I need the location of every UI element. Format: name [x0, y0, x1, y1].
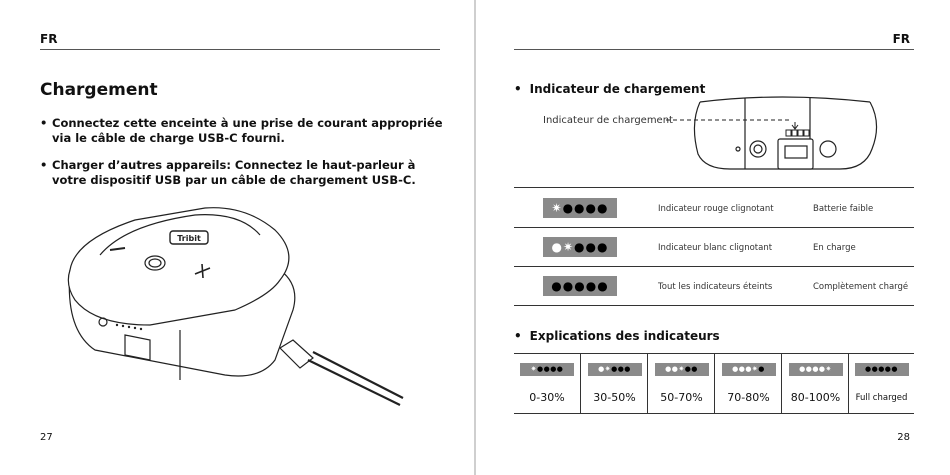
section-title: Indicateur de chargement: [529, 82, 706, 96]
level-label: Full charged: [855, 393, 908, 403]
led-off-icon: ●: [611, 365, 618, 373]
speaker-front-illustration: [660, 94, 890, 174]
led-off-icon: ●: [878, 365, 885, 373]
indicator-dots: [789, 363, 843, 376]
led-off-icon: ●: [597, 279, 609, 293]
page-title: Chargement: [40, 80, 158, 100]
row-status: Complètement chargé: [813, 282, 909, 292]
led-off-icon: ●: [574, 279, 586, 293]
led-on-icon: ●: [671, 365, 679, 373]
left-page-number: 27: [40, 432, 53, 443]
level-label: 30-50%: [593, 391, 636, 404]
level-cell: [714, 354, 782, 413]
led-on-icon: ●: [738, 365, 746, 373]
level-indicator-box: [855, 363, 909, 376]
led-off-icon: ●: [550, 365, 557, 373]
bullet-dot: •: [514, 82, 522, 96]
led-off-icon: ●: [597, 240, 609, 254]
led-off-icon: ●: [585, 201, 598, 215]
row-status: En charge: [813, 243, 856, 253]
bullet-text: Charger d’autres appareils: Connectez le haut-parleur à votre dispositif USB par un câble de chargement USB-C.: [52, 158, 416, 187]
indicator-pattern-box: [543, 237, 617, 257]
indicator-callout-label: Indicateur de chargement: [543, 115, 673, 126]
led-flashing-icon: ✷: [604, 365, 612, 373]
indicator-dots: [543, 278, 617, 294]
level-cell: [580, 354, 648, 413]
led-flashing-icon: ✷: [751, 365, 759, 373]
table-rule-top: [514, 187, 914, 188]
led-flashing-icon: ✷: [530, 365, 537, 373]
led-off-icon: ●: [884, 365, 892, 373]
level-indicator-box: [655, 363, 709, 376]
right-header-rule: [514, 49, 914, 50]
indicator-dots: [520, 363, 574, 376]
bullet-dot: •: [40, 158, 48, 172]
led-on-icon: ●: [812, 365, 819, 373]
row-status: Batterie faible: [813, 204, 874, 214]
level-indicator-box: [520, 363, 574, 376]
right-header-lang: FR: [892, 32, 910, 46]
level-cell: [514, 354, 580, 413]
level-cell: [781, 354, 849, 413]
level-indicator-box: [722, 363, 776, 376]
indicator-pattern-box: [543, 276, 617, 296]
led-off-icon: ●: [551, 279, 563, 293]
row-description: Indicateur rouge clignotant: [658, 204, 774, 214]
led-on-icon: ●: [745, 365, 752, 373]
led-off-icon: ●: [585, 279, 598, 293]
led-off-icon: ●: [543, 365, 551, 373]
level-label: 80-100%: [790, 391, 841, 404]
bullet-dot: •: [40, 116, 48, 130]
led-off-icon: ●: [556, 365, 564, 373]
led-off-icon: ●: [691, 365, 698, 373]
bullet-dot: •: [514, 329, 522, 343]
led-on-icon: ●: [665, 365, 672, 373]
left-page: [0, 0, 474, 475]
row-description: Indicateur blanc clignotant: [658, 243, 773, 253]
led-on-icon: ●: [799, 365, 806, 373]
led-flashing-icon: ✷: [678, 365, 685, 373]
level-indicator-box: [789, 363, 843, 376]
indicator-dots: [722, 363, 776, 376]
section-title: Explications des indicateurs: [529, 329, 720, 343]
led-flashing-icon: ✷: [562, 240, 575, 254]
led-on-icon: ●: [805, 365, 813, 373]
led-off-icon: ●: [536, 365, 544, 373]
section-indicator-explanations: [514, 329, 720, 343]
level-cell: [647, 354, 715, 413]
led-off-icon: ●: [871, 365, 879, 373]
speaker-charging-illustration: [55, 200, 425, 415]
level-label: 70-80%: [727, 391, 770, 404]
led-on-icon: ●: [598, 365, 605, 373]
battery-level-table: [514, 353, 914, 414]
bullet-text: Connectez cette enceinte à une prise de courant appropriée via le câble de charge USB-C fourni.: [52, 116, 443, 145]
led-off-icon: ●: [891, 365, 899, 373]
led-flashing-icon: ✷: [551, 201, 563, 215]
left-header-rule: [40, 49, 440, 50]
left-header-lang: FR: [40, 32, 58, 46]
table-rule: [514, 266, 914, 267]
led-off-icon: ●: [758, 365, 765, 373]
led-off-icon: ●: [562, 279, 575, 293]
right-page-number: 28: [897, 432, 910, 443]
indicator-dots: [588, 363, 642, 376]
led-off-icon: ●: [617, 365, 625, 373]
led-off-icon: ●: [562, 201, 575, 215]
level-label: 0-30%: [529, 391, 565, 404]
indicator-pattern-box: [543, 198, 617, 218]
led-flashing-icon: ✷: [825, 365, 832, 373]
level-indicator-box: [588, 363, 642, 376]
table-rule: [514, 227, 914, 228]
led-off-icon: ●: [585, 240, 598, 254]
led-off-icon: ●: [574, 201, 586, 215]
led-off-icon: ●: [597, 201, 609, 215]
led-on-icon: ●: [818, 365, 826, 373]
level-label: 50-70%: [660, 391, 703, 404]
indicator-dots: [655, 363, 709, 376]
indicator-dots: [543, 200, 617, 216]
led-off-icon: ●: [624, 365, 631, 373]
tribit-logo-text: Tribit: [177, 234, 201, 243]
indicator-dots: [543, 239, 617, 255]
led-off-icon: ●: [574, 240, 586, 254]
led-off-icon: ●: [864, 365, 872, 373]
led-on-icon: ●: [551, 240, 563, 254]
table-rule-bottom: [514, 305, 914, 306]
row-description: Tout les indicateurs éteints: [658, 282, 773, 292]
led-on-icon: ●: [732, 365, 739, 373]
indicator-dots: [855, 363, 909, 376]
led-off-icon: ●: [684, 365, 692, 373]
level-cell: [848, 354, 914, 413]
